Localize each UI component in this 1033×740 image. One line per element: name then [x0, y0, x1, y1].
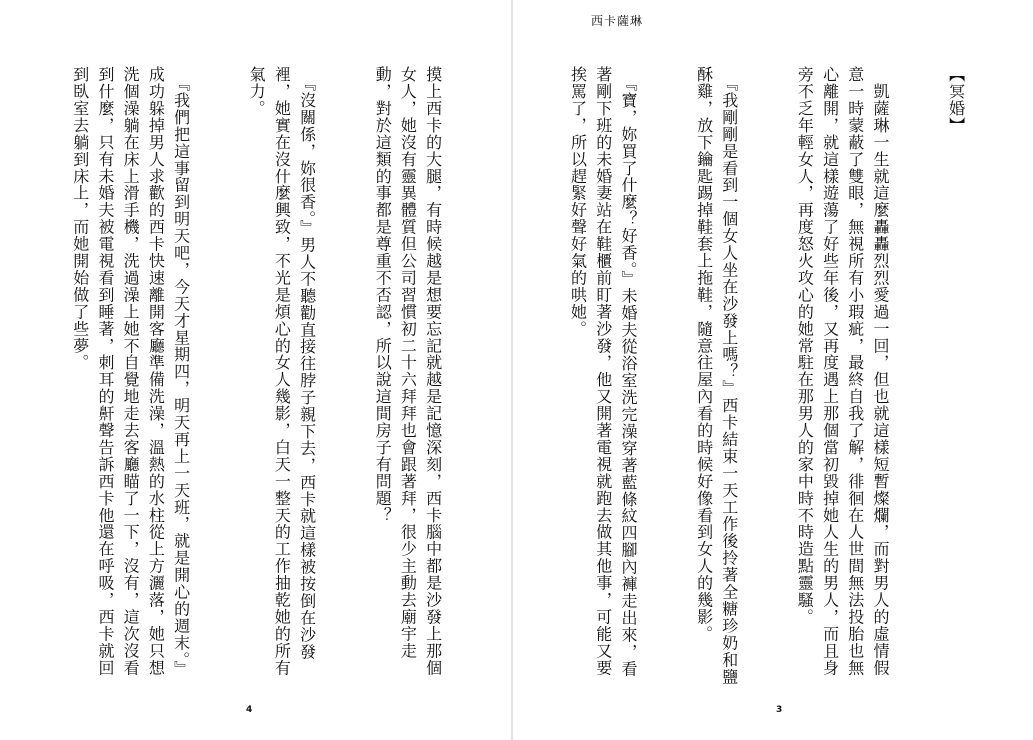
- running-header: 西卡薩琳: [591, 14, 644, 28]
- paragraph: 『我們把這事留到明天吧，今天才星期四，明天再上一天班，就是開心的週末。』成功躲掉男人求歡的西卡快速離開客廳準備洗澡，溫熱的水柱從上方灑落，她只想洗個澡躺在床上滑手機，洗過澡上她不自覺地走去客廳瞄了一下，沒有，這次沒看到什麼，只有未婚夫被電視看到睡著，刺耳的鼾聲告訴西卡他還在呼吸，西卡就回到臥室去躺到床上，而她開始做了些夢。: [70, 66, 191, 678]
- page-number: 3: [776, 705, 783, 715]
- left-page: [0, 0, 512, 740]
- paragraph: 『沒關係，妳很香。』男人不聽勸直接往脖子親下去，西卡就這樣被按倒在沙發裡，她實在沒什麼興致，不光是煩心的女人幾影，白天一整天的工作抽乾她的所有氣力。: [247, 66, 317, 677]
- right-page-body: [529, 66, 1019, 686]
- chapter-heading: 【冥婚】: [946, 66, 966, 134]
- left-page-body: [26, 66, 496, 686]
- paragraph: 凱薩琳一生就這麼轟轟烈烈愛過一回，但也就這樣短暫燦爛，而對男人的虛情假意一時蒙蔽了雙眼，無視所有小瑕疵，最終自我了解，徘徊在人世間無法投胎也無心離開，就這樣遊蕩了好些年後，又再度遇上那個當初毀掉她人生的男人，而且身旁不乏年輕女人，再度怒火攻心的她常駐在那男人的家中時不時造點靈騷。: [795, 66, 890, 677]
- paragraph: 『寶，妳買了什麼？好香。』未婚夫從浴室洗完澡穿著藍條紋四腳內褲走出來，看著剛下班的未婚妻站在鞋櫃前盯著沙發，他又開著電視就跑去做其他事，可能又要挨罵了，所以趕緊好聲好氣的哄她。: [568, 66, 638, 678]
- paragraph: 『我剛剛是看到一個女人坐在沙發上嗎？』西卡結束一天工作後拎著全糖珍奶和鹽酥雞，放下鑰匙踢掉鞋套上拖鞋，隨意往屋內看的時候好像看到女人的幾影。: [694, 66, 739, 686]
- page-number: 4: [246, 705, 253, 715]
- paragraph: 摸上西卡的大腿，有時候越是想要忘記就越是記憶深刻，西卡腦中都是沙發上那個女人，她沒有靈異體質但公司習慣初二十六拜拜也會跟著拜，很少主動去廟宇走動，對於這類的事都是尊重不否認，所以說這間房子有問題？: [373, 66, 443, 677]
- right-page: [513, 0, 1033, 740]
